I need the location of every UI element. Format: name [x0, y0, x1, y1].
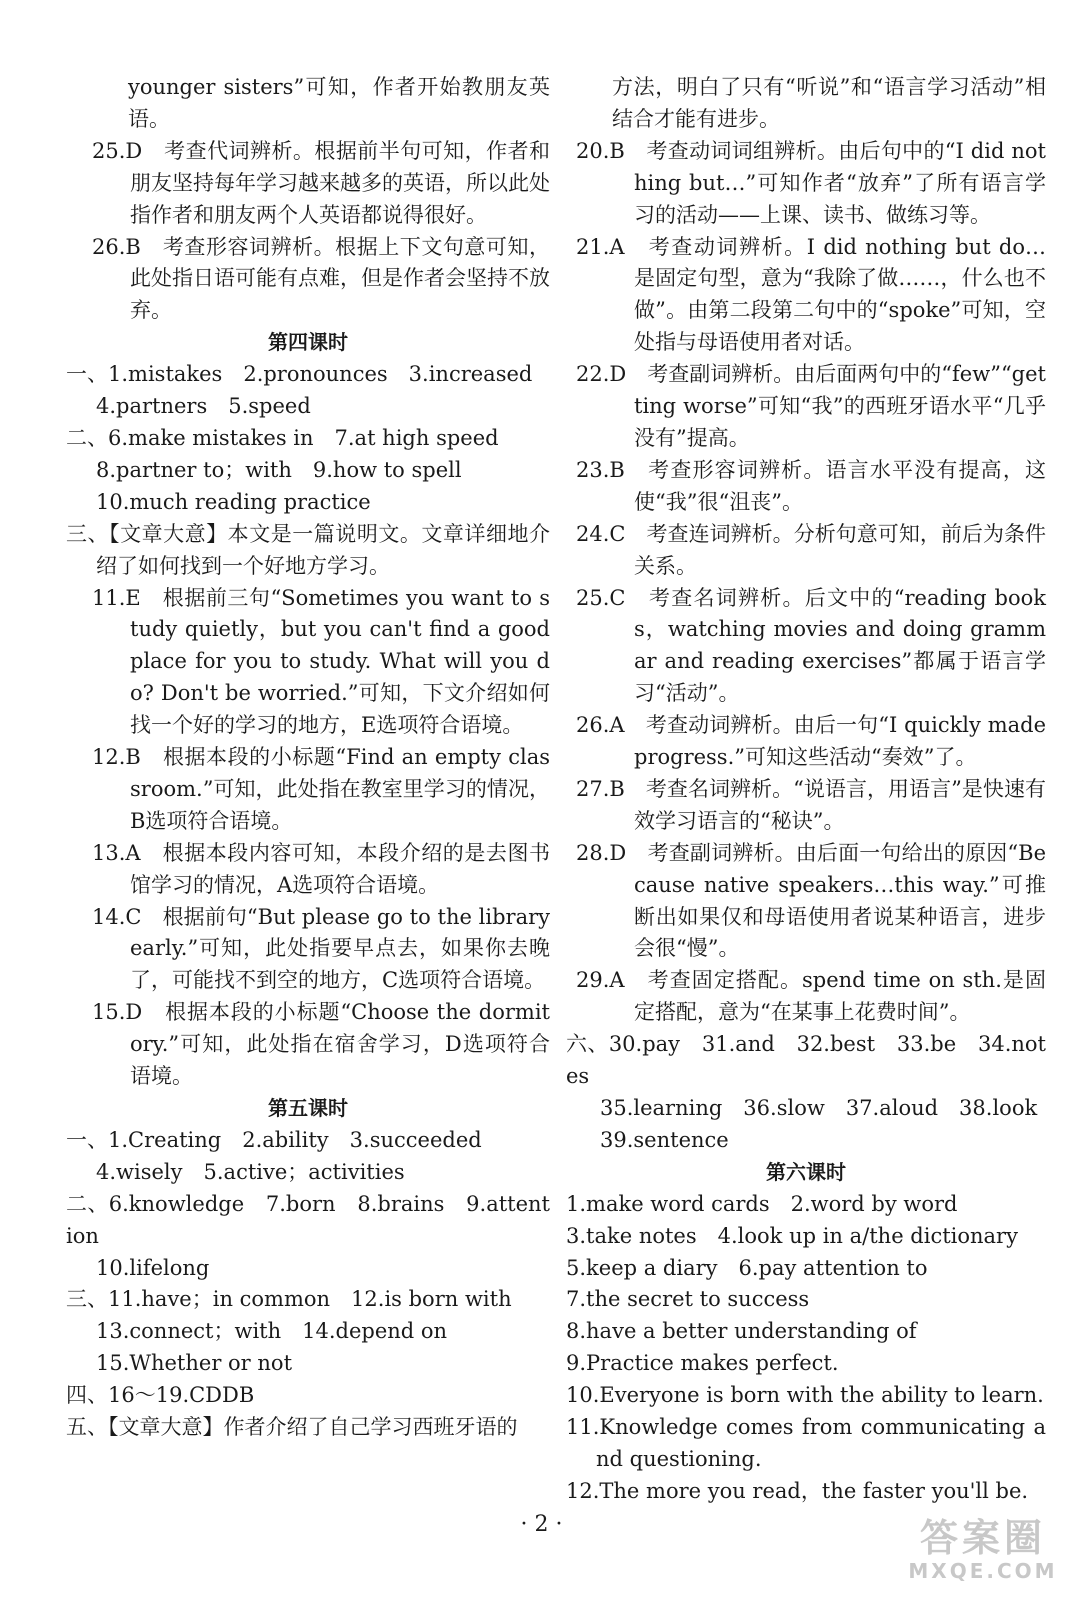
section-heading: 第五课时 — [268, 1096, 348, 1120]
answer-row: 3.take notes 4.look up in a/the dictionary — [566, 1223, 1018, 1248]
answer-item: 29.A 考查固定搭配。spend time on sth.是固定搭配，意为“在某事上花费时间”。 — [576, 968, 1046, 1025]
answer-item: 11.E 根据前三句“Sometimes you want to study quietly，but you can't find a good place for you to study. What will you do? Don't be worried.”可知，下文介绍如何找一个好的学习的地方，E选项符合语境。 — [92, 585, 550, 738]
answer-item: 24.C 考查连词辨析。分析句意可知，前后为条件关系。 — [576, 521, 1046, 578]
summary-paragraph: 三、【文章大意】本文是一篇说明文。文章详细地介绍了如何找到一个好地方学习。 — [66, 521, 550, 578]
answer-row: 5.keep a diary 6.pay attention to — [566, 1255, 928, 1280]
section-heading: 第六课时 — [766, 1159, 846, 1184]
answer-item: 22.D 考查副词辨析。由后面两句中的“few”“getting worse”可知“我”的西班牙语水平“几乎没有”提高。 — [576, 362, 1046, 450]
section-heading: 第四课时 — [268, 330, 348, 355]
answer-item: 20.B 考查动词词组辨析。由后句中的“I did nothing but…”可知作者“放弃”了所有语言学习的活动——上课、读书、做练习等。 — [576, 138, 1046, 227]
answer-row: 39.sentence — [600, 1127, 729, 1152]
answer-item: 26.A 考查动词辨析。由后一句“I quickly made progress.”可知这些活动“奏效”了。 — [576, 713, 1046, 770]
summary-paragraph: 五、【文章大意】作者介绍了自己学习西班牙语的 — [66, 1415, 518, 1440]
answer-row: 8.have a better understanding of — [566, 1319, 917, 1344]
answer-row: 三、11.have；in common 12.is born with — [66, 1287, 512, 1312]
watermark-url: MXQE.COM — [908, 1559, 1058, 1583]
answer-item: 25.D 考查代词辨析。根据前半句可知，作者和朋友坚持每年学习越来越多的英语，所以此处指作者和朋友两个人英语都说得很好。 — [92, 138, 550, 227]
answer-item: 27.B 考查名词辨析。“说语言，用语言”是快速有效学习语言的“秘诀”。 — [576, 776, 1046, 833]
answer-row: 一、1.mistakes 2.pronounces 3.increased — [66, 362, 533, 387]
answer-row: 二、6.knowledge 7.born 8.brains 9.attention — [66, 1191, 550, 1248]
answer-item: 25.C 考查名词辨析。后文中的“reading books，watching movies and doing grammar and reading exercises”都属于语言学习“活动”。 — [576, 585, 1046, 706]
answer-item: 28.D 考查副词辨析。由后面一句给出的原因“Because native speakers…this way.”可推断出如果仅和母语使用者说某种语言，进步会很“慢”。 — [576, 840, 1046, 961]
answer-row: 1.make word cards 2.word by word — [566, 1191, 958, 1216]
answer-item: 26.B 考查形容词辨析。根据上下文句意可知，此处指日语可能有点难，但是作者会坚持不放弃。 — [92, 234, 550, 323]
answer-row: 15.Whether or not — [96, 1351, 293, 1376]
answer-row: 7.the secret to success — [566, 1287, 810, 1312]
answer-row: 13.connect；with 14.depend on — [96, 1319, 448, 1344]
answer-row: 一、1.Creating 2.ability 3.succeeded — [66, 1127, 482, 1152]
answer-item: 14.C 根据前句“But please go to the library early.”可知，此处指要早点去，如果你去晚了，可能找不到空的地方，C选项符合语境。 — [92, 904, 550, 993]
answer-row: 10.Everyone is born with the ability to learn. — [566, 1383, 1044, 1408]
answer-item: 13.A 根据本段内容可知，本段介绍的是去图书馆学习的情况，A选项符合语境。 — [92, 840, 550, 897]
answer-row: 六、30.pay 31.and 32.best 33.be 34.notes — [566, 1032, 1046, 1089]
watermark-text: 答案圈 — [919, 1516, 1046, 1560]
answer-row: 35.learning 36.slow 37.aloud 38.look — [600, 1096, 1038, 1120]
answer-item: 15.D 根据本段的小标题“Choose the dormitory.”可知，此处指在宿舍学习，D选项符合语境。 — [92, 1000, 550, 1089]
answer-row: 4.partners 5.speed — [96, 394, 311, 419]
answer-row: 9.Practice makes perfect. — [566, 1351, 839, 1376]
right-column — [566, 72, 1046, 1508]
answer-row: 10.much reading practice — [96, 489, 371, 514]
answer-item: 21.A 考查动词辨析。I did nothing but do…是固定句型，意为“我除了做……，什么也不做”。由第二段第二句中的“spoke”可知，空处指与母语使用者对话。 — [576, 234, 1046, 355]
answer-row: 8.partner to；with 9.how to spell — [96, 457, 462, 482]
left-column — [66, 72, 550, 1444]
answer-item: 12.B 根据本段的小标题“Find an empty classroom.”可知，此处指在教室里学习的情况，B选项符合语境。 — [92, 745, 550, 833]
answer-row: 12.The more you read，the faster you'll be. — [566, 1478, 1029, 1503]
answer-row: 二、6.make mistakes in 7.at high speed — [66, 425, 499, 450]
page-number: · 2 · — [520, 1512, 563, 1537]
answer-item: 23.B 考查形容词辨析。语言水平没有提高，这使“我”很“沮丧”。 — [576, 457, 1046, 514]
answer-row: 4.wisely 5.active；activities — [96, 1159, 405, 1184]
answer-row: 四、16～19.CDDB — [66, 1383, 255, 1408]
text-line: younger sisters”可知，作者开始教朋友英语。 — [128, 75, 550, 131]
watermark-logo — [903, 1516, 1063, 1586]
answer-row: 11.Knowledge comes from communicating and questioning. — [566, 1415, 1046, 1471]
answer-row: 10.lifelong — [96, 1255, 210, 1280]
text-line: 方法，明白了只有“听说”和“语言学习活动”相结合才能有进步。 — [612, 75, 1046, 131]
